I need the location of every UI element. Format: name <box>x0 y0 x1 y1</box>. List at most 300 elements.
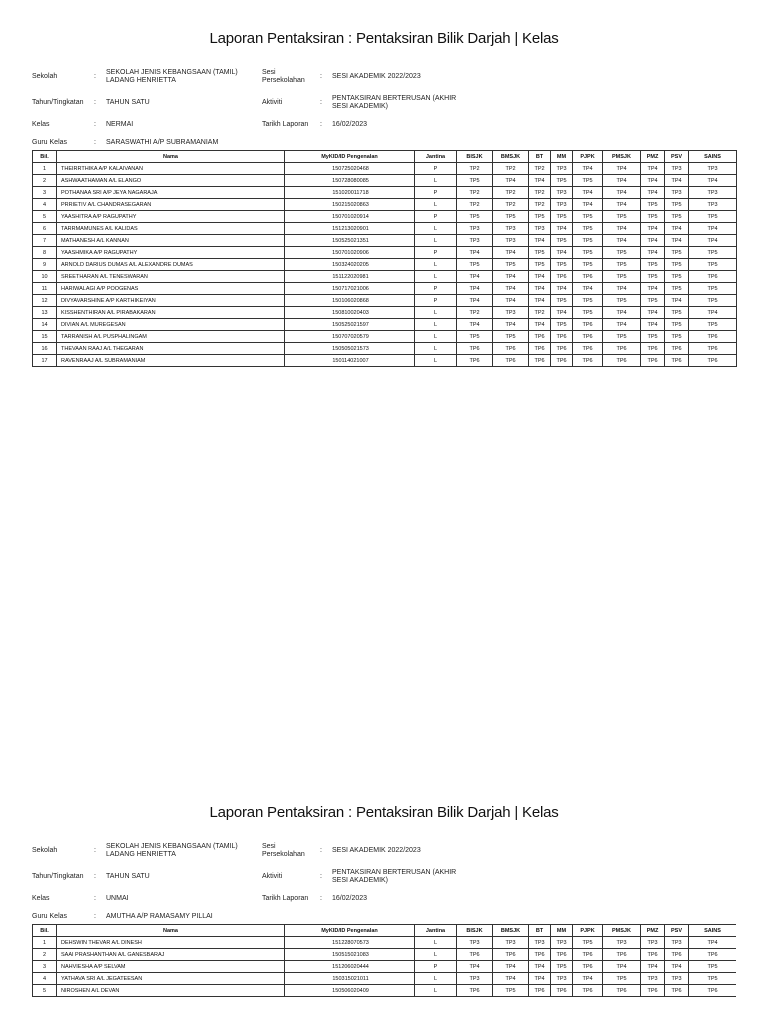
tahun-label: Tahun/Tingkatan <box>32 99 84 106</box>
column-header: PMZ <box>641 925 665 937</box>
table-cell: TP5 <box>573 223 603 235</box>
table-cell: TP5 <box>603 973 641 985</box>
guru-value: SARASWATHI A/P SUBRAMANIAM <box>106 139 219 146</box>
table-cell: TP5 <box>641 199 665 211</box>
table-cell: TP4 <box>493 283 529 295</box>
aktiviti-value: PENTAKSIRAN BERTERUSAN (AKHIR SESI AKADEMIK) <box>332 869 457 884</box>
report-title: Laporan Pentaksiran : Pentaksiran Bilik Darjah | Kelas <box>209 804 559 821</box>
table-cell: TP4 <box>529 283 551 295</box>
table-cell: TP4 <box>493 247 529 259</box>
table-cell: TP6 <box>689 949 737 961</box>
table-cell: 150506020409 <box>285 985 415 997</box>
table-cell: TP4 <box>573 283 603 295</box>
table-cell: 13 <box>33 307 57 319</box>
table-cell: 151228070573 <box>285 937 415 949</box>
student-name-cell: SREETHARAN A/L TENESWARAN <box>57 271 285 283</box>
table-cell: TP5 <box>665 199 689 211</box>
table-cell: 151122020981 <box>285 271 415 283</box>
student-name-cell: POTHANAA SRI A/P JEYA NAGARAJA <box>57 187 285 199</box>
table-cell: TP4 <box>603 319 641 331</box>
table-cell: TP5 <box>665 319 689 331</box>
table-cell: TP4 <box>529 295 551 307</box>
table-cell: 150525021351 <box>285 235 415 247</box>
table-cell: TP4 <box>493 961 529 973</box>
table-cell: TP4 <box>665 223 689 235</box>
table-cell: L <box>415 355 457 367</box>
table-cell: TP4 <box>457 247 493 259</box>
table-cell: TP6 <box>689 271 737 283</box>
table-cell: TP6 <box>493 355 529 367</box>
table-cell: TP4 <box>641 283 665 295</box>
column-header: PSV <box>665 925 689 937</box>
column-header: PJPK <box>573 151 603 163</box>
table-cell: TP3 <box>551 199 573 211</box>
tahun-label: Tahun/Tingkatan <box>32 873 84 880</box>
table-cell: TP5 <box>529 259 551 271</box>
table-cell: TP3 <box>493 937 529 949</box>
student-name-cell: TARRANISH A/L PUSPHALINGAM <box>57 331 285 343</box>
table-cell: TP4 <box>493 175 529 187</box>
table-cell: TP5 <box>689 961 737 973</box>
table-cell: TP4 <box>573 199 603 211</box>
table-cell: TP4 <box>573 973 603 985</box>
student-name-cell: DEHSWIN THEVAR A/L DINESH <box>57 937 285 949</box>
table-cell: TP6 <box>689 985 737 997</box>
table-cell: TP6 <box>493 949 529 961</box>
student-name-cell: DIVYAVARSHINE A/P KARTHIKEIYAN <box>57 295 285 307</box>
table-cell: TP3 <box>457 973 493 985</box>
table-cell: 4 <box>33 199 57 211</box>
kelas-value: NERMAI <box>106 121 134 128</box>
table-cell: TP4 <box>551 223 573 235</box>
colon: : <box>320 873 322 880</box>
results-table <box>32 150 737 367</box>
table-cell: 5 <box>33 985 57 997</box>
table-cell: TP6 <box>529 343 551 355</box>
column-header: MM <box>551 151 573 163</box>
table-cell: L <box>415 331 457 343</box>
student-name-cell: RAVENRAAJ A/L SUBRAMANIAM <box>57 355 285 367</box>
table-cell: TP5 <box>573 175 603 187</box>
report-page-1 <box>32 30 736 364</box>
table-row <box>33 937 737 949</box>
table-cell: TP6 <box>493 343 529 355</box>
table-cell: TP4 <box>493 973 529 985</box>
table-cell: TP6 <box>551 985 573 997</box>
table-cell: TP6 <box>551 271 573 283</box>
table-cell: TP3 <box>457 937 493 949</box>
table-header-row <box>33 925 737 937</box>
colon: : <box>320 73 322 80</box>
sekolah-value: SEKOLAH JENIS KEBANGSAAN (TAMIL) LADANG HENRIETTA <box>106 843 238 858</box>
table-row <box>33 319 737 331</box>
table-cell: TP6 <box>573 319 603 331</box>
table-cell: TP5 <box>529 247 551 259</box>
table-cell: L <box>415 949 457 961</box>
table-cell: TP5 <box>573 235 603 247</box>
tarikh-label: Tarikh Laporan <box>262 121 309 128</box>
report-page-2 <box>32 804 736 1024</box>
table-cell: TP6 <box>641 355 665 367</box>
kelas-label: Kelas <box>32 121 50 128</box>
table-cell: TP6 <box>529 949 551 961</box>
table-cell: TP4 <box>603 199 641 211</box>
table-cell: L <box>415 223 457 235</box>
table-cell: TP6 <box>551 331 573 343</box>
student-name-cell: KISSHENTHIRAN A/L PIRABAKARAN <box>57 307 285 319</box>
sekolah-value: SEKOLAH JENIS KEBANGSAAN (TAMIL) LADANG HENRIETTA <box>106 69 238 84</box>
table-cell: TP6 <box>529 355 551 367</box>
table-cell: TP2 <box>529 187 551 199</box>
table-cell: TP2 <box>493 163 529 175</box>
table-cell: TP4 <box>573 187 603 199</box>
table-cell: TP3 <box>641 937 665 949</box>
table-cell: TP3 <box>665 187 689 199</box>
table-cell: TP4 <box>603 187 641 199</box>
table-cell: TP5 <box>689 295 737 307</box>
table-cell: 150315021011 <box>285 973 415 985</box>
table-cell: 150106020868 <box>285 295 415 307</box>
table-cell: TP2 <box>457 307 493 319</box>
table-cell: TP2 <box>457 199 493 211</box>
tahun-value: TAHUN SATU <box>106 99 150 106</box>
column-header: Bil. <box>33 925 57 937</box>
table-cell: TP4 <box>603 163 641 175</box>
table-cell: TP3 <box>665 973 689 985</box>
table-cell: TP2 <box>529 163 551 175</box>
table-cell: P <box>415 295 457 307</box>
table-cell: TP5 <box>551 319 573 331</box>
table-row <box>33 331 737 343</box>
table-cell: TP5 <box>689 283 737 295</box>
table-cell: TP6 <box>529 331 551 343</box>
table-cell: TP2 <box>493 199 529 211</box>
table-cell: TP6 <box>641 985 665 997</box>
table-cell: TP6 <box>551 355 573 367</box>
sekolah-label: Sekolah <box>32 73 58 80</box>
table-cell: 150701020906 <box>285 247 415 259</box>
table-cell: TP6 <box>689 331 737 343</box>
table-cell: TP3 <box>457 235 493 247</box>
table-cell: TP4 <box>573 163 603 175</box>
colon: : <box>94 73 96 80</box>
table-cell: TP4 <box>457 319 493 331</box>
colon: : <box>94 847 96 854</box>
column-header: BISJK <box>457 151 493 163</box>
table-cell: L <box>415 973 457 985</box>
table-cell: TP5 <box>689 319 737 331</box>
table-cell: TP5 <box>551 211 573 223</box>
table-cell: TP5 <box>641 331 665 343</box>
table-cell: 150324020205 <box>285 259 415 271</box>
table-cell: TP3 <box>493 307 529 319</box>
table-cell: TP6 <box>603 343 641 355</box>
table-cell: TP4 <box>689 307 737 319</box>
table-cell: TP3 <box>641 973 665 985</box>
table-cell: TP4 <box>689 175 737 187</box>
student-name-cell: HARIWALAGI A/P POOGENAS <box>57 283 285 295</box>
table-cell: TP4 <box>641 163 665 175</box>
sesi-value: SESI AKADEMIK 2022/2023 <box>332 847 421 854</box>
colon: : <box>320 895 322 902</box>
kelas-value: UNMAI <box>106 895 129 902</box>
table-cell: TP5 <box>573 307 603 319</box>
table-cell: 16 <box>33 343 57 355</box>
table-cell: 150810020403 <box>285 307 415 319</box>
colon: : <box>94 895 96 902</box>
report-info <box>32 61 736 146</box>
table-cell: 150505021573 <box>285 343 415 355</box>
column-header: MyKID/ID Pengenalan <box>285 151 415 163</box>
table-cell: TP3 <box>551 163 573 175</box>
table-cell: TP4 <box>493 295 529 307</box>
table-cell: TP4 <box>603 307 641 319</box>
column-header: PMSJK <box>603 151 641 163</box>
table-cell: 17 <box>33 355 57 367</box>
table-cell: TP4 <box>603 283 641 295</box>
column-header: PJPK <box>573 925 603 937</box>
table-cell: TP4 <box>641 319 665 331</box>
column-header: BMSJK <box>493 151 529 163</box>
table-cell: TP5 <box>551 175 573 187</box>
sesi-label: Sesi Persekolahan <box>262 69 305 84</box>
tarikh-label: Tarikh Laporan <box>262 895 309 902</box>
table-cell: TP5 <box>603 331 641 343</box>
table-cell: TP4 <box>551 247 573 259</box>
table-cell: TP4 <box>603 175 641 187</box>
column-header: BMSJK <box>493 925 529 937</box>
table-cell: TP4 <box>603 223 641 235</box>
table-cell: TP5 <box>603 259 641 271</box>
column-header: Jantina <box>415 925 457 937</box>
tarikh-value: 16/02/2023 <box>332 121 368 128</box>
table-cell: TP4 <box>665 235 689 247</box>
table-cell: TP3 <box>665 163 689 175</box>
table-cell: TP6 <box>573 271 603 283</box>
student-name-cell: SAAI PRASHANTHAN A/L GANESBARAJ <box>57 949 285 961</box>
table-cell: 150728080085 <box>285 175 415 187</box>
column-header: Jantina <box>415 151 457 163</box>
table-cell: L <box>415 319 457 331</box>
table-row <box>33 307 737 319</box>
table-cell: 7 <box>33 235 57 247</box>
table-cell: TP5 <box>641 259 665 271</box>
table-cell: TP5 <box>573 259 603 271</box>
column-header: PSV <box>665 151 689 163</box>
table-cell: P <box>415 283 457 295</box>
table-cell: 11 <box>33 283 57 295</box>
column-header: MM <box>551 925 573 937</box>
table-cell: TP5 <box>665 331 689 343</box>
table-row <box>33 343 737 355</box>
table-cell: 2 <box>33 175 57 187</box>
table-body <box>33 163 737 367</box>
table-cell: 1 <box>33 163 57 175</box>
table-cell: TP6 <box>457 949 493 961</box>
table-cell: TP5 <box>457 331 493 343</box>
table-cell: 14 <box>33 319 57 331</box>
table-cell: TP4 <box>551 283 573 295</box>
table-row <box>33 223 737 235</box>
table-cell: L <box>415 259 457 271</box>
table-cell: L <box>415 937 457 949</box>
table-cell: TP6 <box>665 985 689 997</box>
table-cell: TP3 <box>665 937 689 949</box>
table-cell: TP6 <box>573 355 603 367</box>
table-cell: TP2 <box>457 187 493 199</box>
table-cell: TP5 <box>603 271 641 283</box>
table-cell: TP4 <box>529 973 551 985</box>
table-cell: TP3 <box>603 937 641 949</box>
table-cell: TP4 <box>641 223 665 235</box>
table-cell: TP5 <box>551 961 573 973</box>
table-cell: TP5 <box>551 235 573 247</box>
table-cell: TP3 <box>529 937 551 949</box>
student-name-cell: DIVIAN A/L MUREGESAN <box>57 319 285 331</box>
table-cell: TP6 <box>573 961 603 973</box>
table-cell: L <box>415 307 457 319</box>
aktiviti-label: Aktiviti <box>262 873 283 880</box>
table-cell: TP5 <box>689 247 737 259</box>
colon: : <box>94 99 96 106</box>
table-cell: TP6 <box>665 355 689 367</box>
table-cell: TP3 <box>493 223 529 235</box>
colon: : <box>320 121 322 128</box>
table-row <box>33 985 737 997</box>
table-cell: TP5 <box>529 211 551 223</box>
student-name-cell: YATHAVA SRI A/L JEGATEESAN <box>57 973 285 985</box>
table-cell: TP5 <box>665 283 689 295</box>
report-info <box>32 835 736 920</box>
column-header: Bil. <box>33 151 57 163</box>
table-cell: L <box>415 199 457 211</box>
table-cell: P <box>415 247 457 259</box>
table-cell: TP4 <box>665 295 689 307</box>
table-cell: L <box>415 235 457 247</box>
table-cell: TP3 <box>689 163 737 175</box>
table-cell: TP5 <box>665 211 689 223</box>
table-cell: TP6 <box>573 949 603 961</box>
table-cell: 150717021006 <box>285 283 415 295</box>
table-cell: TP4 <box>689 223 737 235</box>
table-cell: TP4 <box>457 271 493 283</box>
table-row <box>33 271 737 283</box>
table-cell: TP6 <box>689 355 737 367</box>
table-cell: TP4 <box>689 235 737 247</box>
table-cell: TP5 <box>641 211 665 223</box>
table-cell: TP5 <box>493 211 529 223</box>
table-row <box>33 283 737 295</box>
table-cell: 150525021597 <box>285 319 415 331</box>
table-row <box>33 247 737 259</box>
table-row <box>33 211 737 223</box>
column-header: BT <box>529 151 551 163</box>
table-cell: 4 <box>33 973 57 985</box>
table-cell: 15 <box>33 331 57 343</box>
table-cell: TP5 <box>689 259 737 271</box>
table-cell: TP3 <box>493 235 529 247</box>
column-header: MyKID/ID Pengenalan <box>285 925 415 937</box>
table-cell: TP6 <box>603 949 641 961</box>
table-cell: 10 <box>33 271 57 283</box>
table-row <box>33 199 737 211</box>
table-cell: TP4 <box>529 175 551 187</box>
table-cell: TP4 <box>529 235 551 247</box>
table-cell: 151206020444 <box>285 961 415 973</box>
table-cell: TP5 <box>551 295 573 307</box>
table-row <box>33 163 737 175</box>
table-cell: 150707020579 <box>285 331 415 343</box>
report-title: Laporan Pentaksiran : Pentaksiran Bilik Darjah | Kelas <box>209 30 559 47</box>
tarikh-value: 16/02/2023 <box>332 895 368 902</box>
table-row <box>33 259 737 271</box>
table-cell: TP4 <box>665 961 689 973</box>
tahun-value: TAHUN SATU <box>106 873 150 880</box>
aktiviti-value: PENTAKSIRAN BERTERUSAN (AKHIR SESI AKADEMIK) <box>332 95 457 110</box>
sekolah-label: Sekolah <box>32 847 58 854</box>
table-cell: TP5 <box>641 271 665 283</box>
sesi-value: SESI AKADEMIK 2022/2023 <box>332 73 421 80</box>
table-cell: TP4 <box>641 187 665 199</box>
table-cell: TP6 <box>457 343 493 355</box>
table-cell: 6 <box>33 223 57 235</box>
table-row <box>33 973 737 985</box>
table-cell: TP4 <box>529 961 551 973</box>
results-table <box>32 924 736 997</box>
table-cell: TP5 <box>665 247 689 259</box>
table-row <box>33 187 737 199</box>
table-row <box>33 235 737 247</box>
table-cell: TP6 <box>603 355 641 367</box>
column-header: SAINS <box>689 151 737 163</box>
colon: : <box>94 913 96 920</box>
colon: : <box>94 873 96 880</box>
table-cell: TP4 <box>641 307 665 319</box>
student-name-cell: TARRMAMUNES A/L KALIDAS <box>57 223 285 235</box>
table-cell: 5 <box>33 211 57 223</box>
table-cell: TP5 <box>603 247 641 259</box>
table-header-row <box>33 151 737 163</box>
table-cell: 150215020863 <box>285 199 415 211</box>
table-row <box>33 949 737 961</box>
table-cell: TP6 <box>603 985 641 997</box>
guru-label: Guru Kelas <box>32 139 68 146</box>
table-cell: TP5 <box>457 211 493 223</box>
table-cell: TP5 <box>493 331 529 343</box>
table-cell: TP5 <box>573 937 603 949</box>
student-name-cell: THEIRRTHIKA A/P KALAIVANAN <box>57 163 285 175</box>
table-cell: TP6 <box>457 985 493 997</box>
table-cell: TP3 <box>551 187 573 199</box>
table-cell: TP5 <box>457 175 493 187</box>
table-cell: TP5 <box>603 211 641 223</box>
table-cell: TP6 <box>457 355 493 367</box>
table-cell: TP6 <box>551 949 573 961</box>
table-row <box>33 295 737 307</box>
aktiviti-label: Aktiviti <box>262 99 283 106</box>
table-cell: 1 <box>33 937 57 949</box>
table-cell: TP6 <box>689 343 737 355</box>
table-cell: TP2 <box>493 187 529 199</box>
table-cell: TP4 <box>493 271 529 283</box>
column-header: Nama <box>57 925 285 937</box>
table-cell: 3 <box>33 961 57 973</box>
table-cell: L <box>415 271 457 283</box>
table-cell: 150701020914 <box>285 211 415 223</box>
table-cell: 150725020468 <box>285 163 415 175</box>
table-cell: 12 <box>33 295 57 307</box>
table-cell: TP6 <box>573 985 603 997</box>
